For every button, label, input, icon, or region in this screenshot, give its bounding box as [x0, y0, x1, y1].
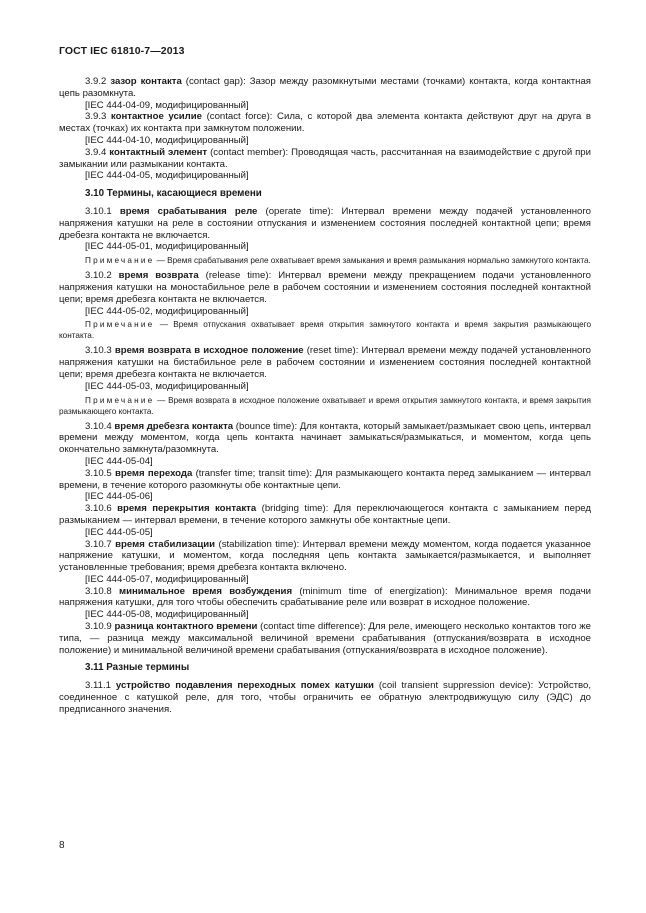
term-definition — [59, 147, 591, 171]
definition-text: (minimum time of energization): Минимальное время подачи напряжения катушки, для того чтобы обеспечить срабатывание реле или возврат в исходное положение. — [59, 585, 592, 609]
clause-number: 3.10.9 — [85, 621, 112, 633]
term-definition — [59, 270, 591, 305]
note-text: — Время возврата в исходное положение охватывает и время открытия замкнутого контакта, и время закрытия размыкающего контакта. — [59, 395, 591, 416]
term-name: время возврата — [118, 270, 199, 282]
clause-number: 3.10.5 — [85, 467, 112, 479]
term-definition — [59, 111, 591, 135]
definition-text: (bridging time): Для переключающегося контакта с замыканием перед размыканием — интервал времени, в течение которого замкнуты обе контактные цепи. — [59, 503, 592, 526]
note-text: — Время отпускания охватывает время открытия замкнутого контакта и время закрытия размыкающего контакта. — [59, 320, 591, 341]
term-definition — [59, 680, 591, 715]
section-heading: 3.11 Разные термины — [85, 662, 190, 674]
source-reference: [IEC 444-05-07, модифицированный] — [85, 573, 249, 585]
definition-text: (release time): Интервал времени между прекращением подачи установленного напряжения катушки на моностабильное реле в рабочем состоянии и изменением состояния последней контактной цепи; время дребезга контакта не включается. — [59, 270, 591, 305]
definition-text: (bounce time): Для контакта, который замыкает/размыкает свою цепь, интервал времени между моментом, когда цепь контакта начинает замыкаться/размыкаться, и моментом, когда цепь окончательно замкнута/разомкнута. — [59, 420, 591, 456]
source-reference: [IEC 444-05-08, модифицированный] — [85, 609, 249, 621]
clause-number: 3.10.4 — [85, 420, 112, 432]
clause-number: 3.10.6 — [85, 503, 112, 515]
term-definition — [59, 586, 591, 610]
source-reference: [IEC 444-04-10, модифицированный] — [85, 134, 249, 146]
note-paragraph — [59, 395, 591, 417]
clause-number: 3.10.8 — [85, 585, 112, 597]
clause-number: 3.10.2 — [85, 270, 112, 282]
term-name: устройство подавления переходных помех катушки — [115, 680, 374, 692]
source-reference: [IEC 444-05-06] — [85, 491, 153, 503]
clause-number: 3.9.2 — [85, 76, 107, 87]
term-name: время перехода — [114, 467, 193, 479]
definition-text: (transfer time; transit time): Для размыкающего контакта перед замыканием — интервал времени, в течение которого разомкнуты обе контактные цепи. — [59, 467, 591, 491]
definition-text: (reset time): Интервал времени между подачей установленного напряжения катушки на бистабильное реле в рабочем состоянии и изменением состояния последней контактной цепи; время дребезга контакта не включается. — [59, 345, 591, 380]
term-definition — [59, 421, 591, 456]
term-definition — [59, 468, 591, 492]
page-number: 8 — [59, 840, 65, 851]
source-reference: [IEC 444-05-03, модифицированный] — [85, 380, 249, 392]
term-definition — [59, 503, 591, 527]
source-reference: [IEC 444-05-05] — [85, 526, 153, 538]
definition-text: (coil transient suppression device): Устройство, соединенное с катушкой реле, для того, чтобы ограничить ее обратную электродвижущую силу (ЭДС) до предписанного значения. — [59, 680, 591, 715]
term-definition — [59, 621, 591, 656]
definition-text: (contact member): Проводящая часть, рассчитанная на взаимодействие с другой при замыкании или размыкании контакта. — [59, 146, 592, 170]
term-definition — [59, 539, 591, 574]
note-text: — Время срабатывания реле охватывает время замыкания и время размыкания нормально замкнутого контакта. — [154, 256, 591, 266]
source-reference: [IEC 444-05-02, модифицированный] — [85, 305, 249, 317]
note-label: Примечание — [85, 320, 155, 330]
term-name: зазор контакта — [110, 76, 182, 87]
clause-number: 3.9.3 — [85, 111, 107, 123]
clause-number: 3.10.1 — [85, 205, 112, 217]
definition-text: (contact gap): Зазор между разомкнутыми местами (точками) контакта, когда контактная цепь разомкнута. — [59, 76, 592, 99]
term-name: контактное усилие — [110, 111, 203, 123]
term-definition — [59, 345, 591, 380]
source-reference: [IEC 444-05-04] — [85, 455, 153, 467]
clause-number: 3.9.4 — [85, 146, 107, 158]
document-body — [59, 76, 591, 716]
note-label: Примечание — [85, 256, 155, 266]
source-reference: [IEC 444-05-01, модифицированный] — [85, 241, 249, 253]
term-name: минимальное время возбуждения — [119, 585, 293, 597]
term-name: контактный элемент — [109, 146, 208, 158]
definition-text: (stabilization time): Интервал времени между моментом, когда подается указанное напряжение катушки, и моментом, когда последняя цепь контакта замыкается/размыкается, и выполняет установленные требования; время дребезга контакта включено. — [59, 538, 591, 574]
term-name: время срабатывания реле — [119, 205, 258, 217]
note-paragraph — [59, 255, 591, 266]
definition-text: (operate time): Интервал времени между подачей установленного напряжения катушки на реле в состоянии отпускания и изменением состояния последней контактной цепи; время дребезга контакта не включается. — [59, 205, 591, 241]
term-definition — [59, 76, 591, 100]
term-name: время дребезга контакта — [114, 420, 234, 432]
note-label: Примечание — [85, 395, 155, 405]
source-reference: [IEC 444-04-05, модифицированный] — [85, 170, 249, 182]
definition-text: (contact force): Сила, с которой два элемента контакта действуют друг на друга в местах (точках) их контакта при замкнутом положении. — [59, 111, 591, 135]
term-definition — [59, 206, 591, 241]
clause-number: 3.11.1 — [85, 680, 111, 692]
term-name: разница контактного времени — [114, 621, 258, 633]
clause-number: 3.10.7 — [85, 538, 112, 550]
note-paragraph — [59, 319, 591, 341]
term-name: время возврата в исходное положение — [114, 345, 304, 357]
clause-number: 3.10.3 — [85, 345, 112, 357]
term-name: время перекрытия контакта — [117, 503, 257, 515]
definition-text: (contact time difference): Для реле, имеющего несколько контактов того же типа, — разница между максимальной величиной времени срабатывания (отпускания/возврата в исходное положение) и минимальной величиной времени срабатывания (отпускания/возврата в исходное положение). — [59, 621, 591, 656]
document-header: ГОСТ IEC 61810-7—2013 — [59, 45, 185, 57]
section-heading: 3.10 Термины, касающиеся времени — [85, 188, 262, 200]
source-reference: [IEC 444-04-09, модифицированный] — [85, 99, 249, 111]
term-name: время стабилизации — [115, 538, 216, 550]
